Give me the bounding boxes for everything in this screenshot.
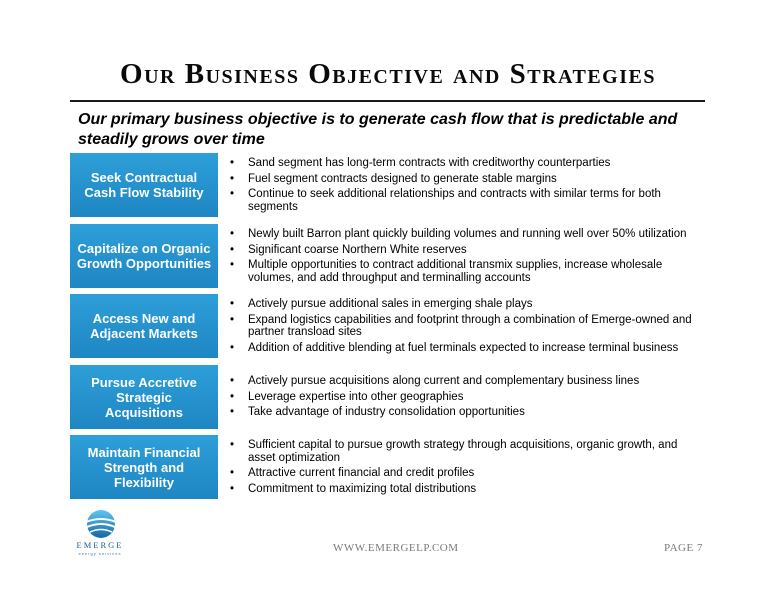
bullet-item: • Fuel segment contracts designed to generate stable margins <box>228 173 708 186</box>
bullet-item: • Actively pursue acquisitions along current and complementary business lines <box>228 375 708 388</box>
bullet-item: • Addition of additive blending at fuel terminals expected to increase terminal business <box>228 342 708 355</box>
page-number: PAGE 7 <box>664 542 703 554</box>
bullet-item: • Sand segment has long-term contracts with creditworthy counterparties <box>228 157 708 170</box>
strategy-label-box: Capitalize on Organic Growth Opportunities <box>70 224 218 288</box>
bullet-item: • Newly built Barron plant quickly building volumes and running well over 50% utilization <box>228 228 708 241</box>
emerge-globe-icon <box>72 508 130 568</box>
strategy-bullets <box>228 439 708 498</box>
title-divider <box>70 100 705 102</box>
logo-tagline: energy services <box>78 551 122 556</box>
bullet-item: • Significant coarse Northern White reserves <box>228 244 708 257</box>
strategy-bullets <box>228 298 708 357</box>
strategy-label-box: Pursue Accretive Strategic Acquisitions <box>70 365 218 429</box>
strategy-bullets <box>228 157 708 216</box>
strategy-label-box: Access New and Adjacent Markets <box>70 294 218 358</box>
bullet-item: • Multiple opportunities to contract additional transmix supplies, increase wholesale volumes, and add throughput and terminalling accounts <box>228 259 708 284</box>
page-subtitle: Our primary business objective is to generate cash flow that is predictable and steadily grows over time <box>78 111 678 148</box>
bullet-item: • Expand logistics capabilities and footprint through a combination of Emerge-owned and partner transload sites <box>228 314 708 339</box>
strategy-label-box: Seek Contractual Cash Flow Stability <box>70 153 218 217</box>
bullet-item: • Commitment to maximizing total distributions <box>228 483 708 496</box>
bullet-item: • Continue to seek additional relationships and contracts with similar terms for both segments <box>228 188 708 213</box>
logo-wordmark: EMERGE <box>76 540 124 550</box>
strategy-label-box: Maintain Financial Strength and Flexibility <box>70 435 218 499</box>
strategy-bullets <box>228 375 708 422</box>
bullet-item: • Actively pursue additional sales in emerging shale plays <box>228 298 708 311</box>
bullet-item: • Leverage expertise into other geographies <box>228 391 708 404</box>
bullet-item: • Take advantage of industry consolidation opportunities <box>228 406 708 419</box>
bullet-item: • Attractive current financial and credit profiles <box>228 467 708 480</box>
strategy-bullets <box>228 228 708 287</box>
footer-url: WWW.EMERGELP.COM <box>333 542 459 554</box>
bullet-item: • Sufficient capital to pursue growth strategy through acquisitions, organic growth, and asset optimization <box>228 439 708 464</box>
page-title: Our Business Objective and Strategies <box>120 58 656 90</box>
